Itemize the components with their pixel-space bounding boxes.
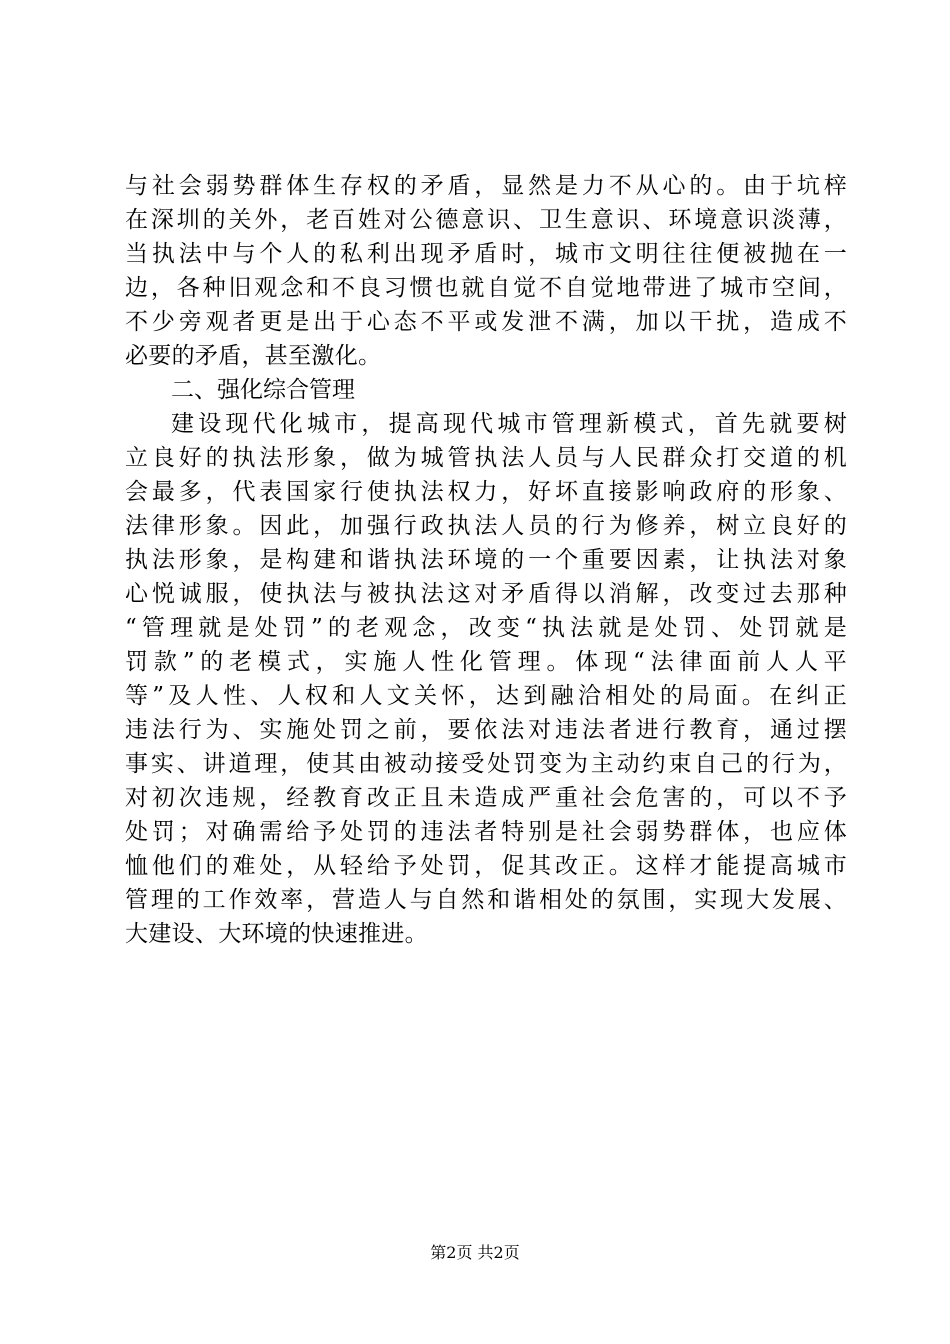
paragraph-2 xyxy=(125,407,847,951)
paragraph-line: 不少旁观者更是出于心态不平或发泄不满，加以干扰，造成不 xyxy=(125,309,847,335)
paragraph-line: 边，各种旧观念和不良习惯也就自觉不自觉地带进了城市空间， xyxy=(125,275,847,301)
paragraph-line: 事实、讲道理，使其由被动接受处罚变为主动约束自己的行为， xyxy=(125,751,847,777)
paragraph-line: 与社会弱势群体生存权的矛盾，显然是力不从心的。由于坑梓 xyxy=(125,173,847,199)
paragraph-1 xyxy=(125,169,847,373)
paragraph-line: 法律形象。因此，加强行政执法人员的行为修养，树立良好的 xyxy=(125,513,847,539)
paragraph-line: 罚款”的老模式，实施人性化管理。体现“法律面前人人平 xyxy=(125,649,847,675)
document-body xyxy=(125,169,847,951)
paragraph-line: 恤他们的难处，从轻给予处罚，促其改正。这样才能提高城市 xyxy=(125,853,847,879)
page-footer: 第2页 共2页 xyxy=(430,1243,520,1262)
paragraph-line: 心悦诚服，使执法与被执法这对矛盾得以消解，改变过去那种 xyxy=(125,581,847,607)
paragraph-line: 对初次违规，经教育改正且未造成严重社会危害的，可以不予 xyxy=(125,785,847,811)
paragraph-line: 处罚；对确需给予处罚的违法者特别是社会弱势群体，也应体 xyxy=(125,819,847,845)
paragraph-line: 当执法中与个人的私利出现矛盾时，城市文明往往便被抛在一 xyxy=(125,241,847,267)
section-heading: 二、强化综合管理 xyxy=(171,377,355,403)
paragraph-line: 立良好的执法形象，做为城管执法人员与人民群众打交道的机 xyxy=(125,445,847,471)
paragraph-line: 等”及人性、人权和人文关怀，达到融洽相处的局面。在纠正 xyxy=(125,683,847,709)
paragraph-line: 在深圳的关外，老百姓对公德意识、卫生意识、环境意识淡薄， xyxy=(125,207,847,233)
paragraph-line: 大建设、大环境的快速推进。 xyxy=(125,921,428,947)
paragraph-line: 违法行为、实施处罚之前，要依法对违法者进行教育，通过摆 xyxy=(125,717,847,743)
paragraph-line: 管理的工作效率，营造人与自然和谐相处的氛围，实现大发展、 xyxy=(125,887,847,913)
paragraph-line: 执法形象，是构建和谐执法环境的一个重要因素，让执法对象 xyxy=(125,547,847,573)
paragraph-line: 会最多，代表国家行使执法权力，好坏直接影响政府的形象、 xyxy=(125,479,847,505)
paragraph-line: 必要的矛盾，甚至激化。 xyxy=(125,343,382,369)
paragraph-line: “管理就是处罚”的老观念，改变“执法就是处罚、处罚就是 xyxy=(125,615,847,641)
paragraph-line: 建设现代化城市，提高现代城市管理新模式，首先就要树 xyxy=(171,411,847,437)
